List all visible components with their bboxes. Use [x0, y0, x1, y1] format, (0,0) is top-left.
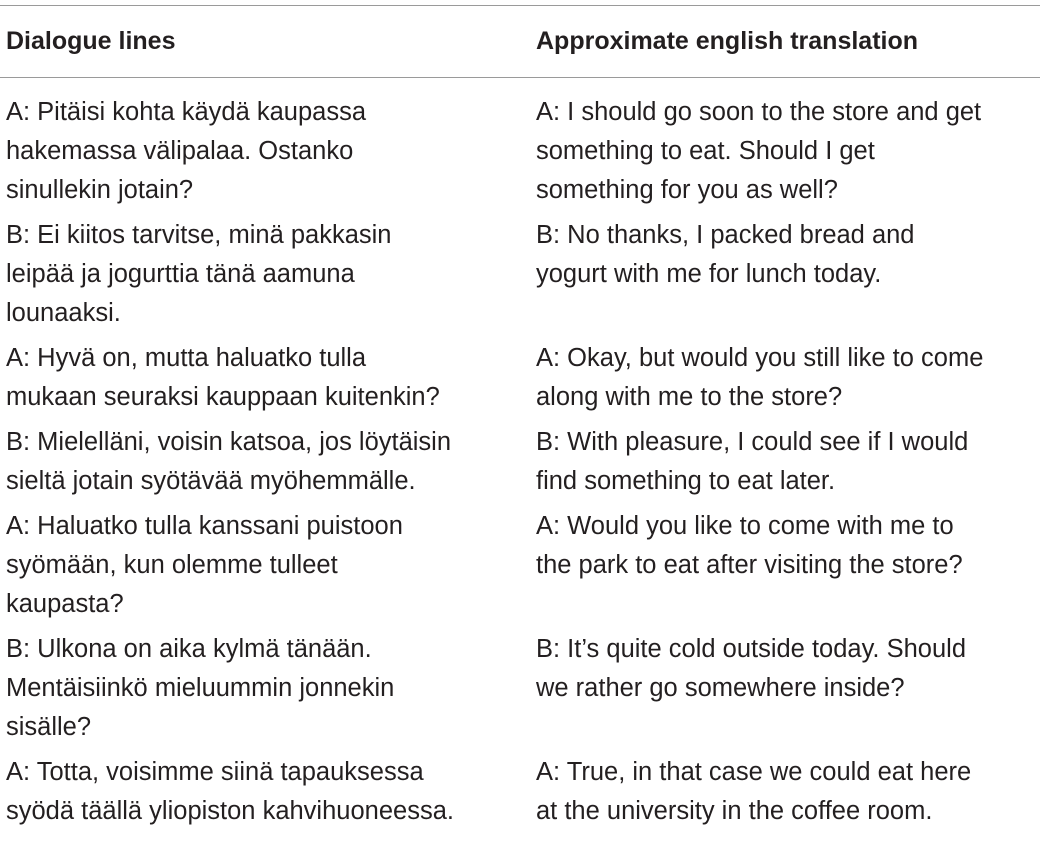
- table-row: [0, 78, 1040, 217]
- header-english-translation: Approximate english translation: [536, 27, 919, 55]
- table-row: [0, 339, 1040, 423]
- finnish-line: A: Totta, voisimme siinä tapauksessa syödä täällä yliopiston kahvihuoneessa.: [6, 758, 454, 825]
- english-line: A: True, in that case we could eat here at the university in the coffee room.: [536, 758, 972, 825]
- table-row: [0, 423, 1040, 507]
- finnish-line: A: Haluatko tulla kanssani puistoon syömään, kun olemme tulleet kaupasta?: [6, 512, 403, 618]
- finnish-line: B: Ei kiitos tarvitse, minä pakkasin leipää ja jogurttia tänä aamuna lounaaksi.: [6, 221, 392, 327]
- table-row: [0, 507, 1040, 630]
- header-row: [0, 6, 1040, 78]
- table-header: [0, 6, 1040, 78]
- english-line: B: No thanks, I packed bread and yogurt with me for lunch today.: [536, 221, 915, 288]
- dialogue-table: [0, 5, 1040, 837]
- finnish-line: A: Pitäisi kohta käydä kaupassa hakemassa välipalaa. Ostanko sinullekin jotain?: [6, 98, 367, 204]
- header-dialogue-lines: Dialogue lines: [6, 27, 176, 55]
- english-line: B: It’s quite cold outside today. Should we rather go somewhere inside?: [536, 635, 967, 702]
- table-row: [0, 630, 1040, 753]
- english-line: A: I should go soon to the store and get something to eat. Should I get something for you as well?: [536, 98, 982, 204]
- table-row: [0, 216, 1040, 339]
- table-row: [0, 753, 1040, 837]
- english-line: B: With pleasure, I could see if I would find something to eat later.: [536, 428, 969, 495]
- english-line: A: Okay, but would you still like to come along with me to the store?: [536, 344, 984, 411]
- finnish-line: A: Hyvä on, mutta haluatko tulla mukaan seuraksi kauppaan kuitenkin?: [6, 344, 440, 411]
- dialogue-table-container: [0, 5, 1040, 856]
- finnish-line: B: Ulkona on aika kylmä tänään. Mentäisiinkö mieluummin jonnekin sisälle?: [6, 635, 395, 741]
- table-body: [0, 78, 1040, 838]
- finnish-line: B: Mielelläni, voisin katsoa, jos löytäisin sieltä jotain syötävää myöhemmälle.: [6, 428, 452, 495]
- english-line: A: Would you like to come with me to the park to eat after visiting the store?: [536, 512, 963, 579]
